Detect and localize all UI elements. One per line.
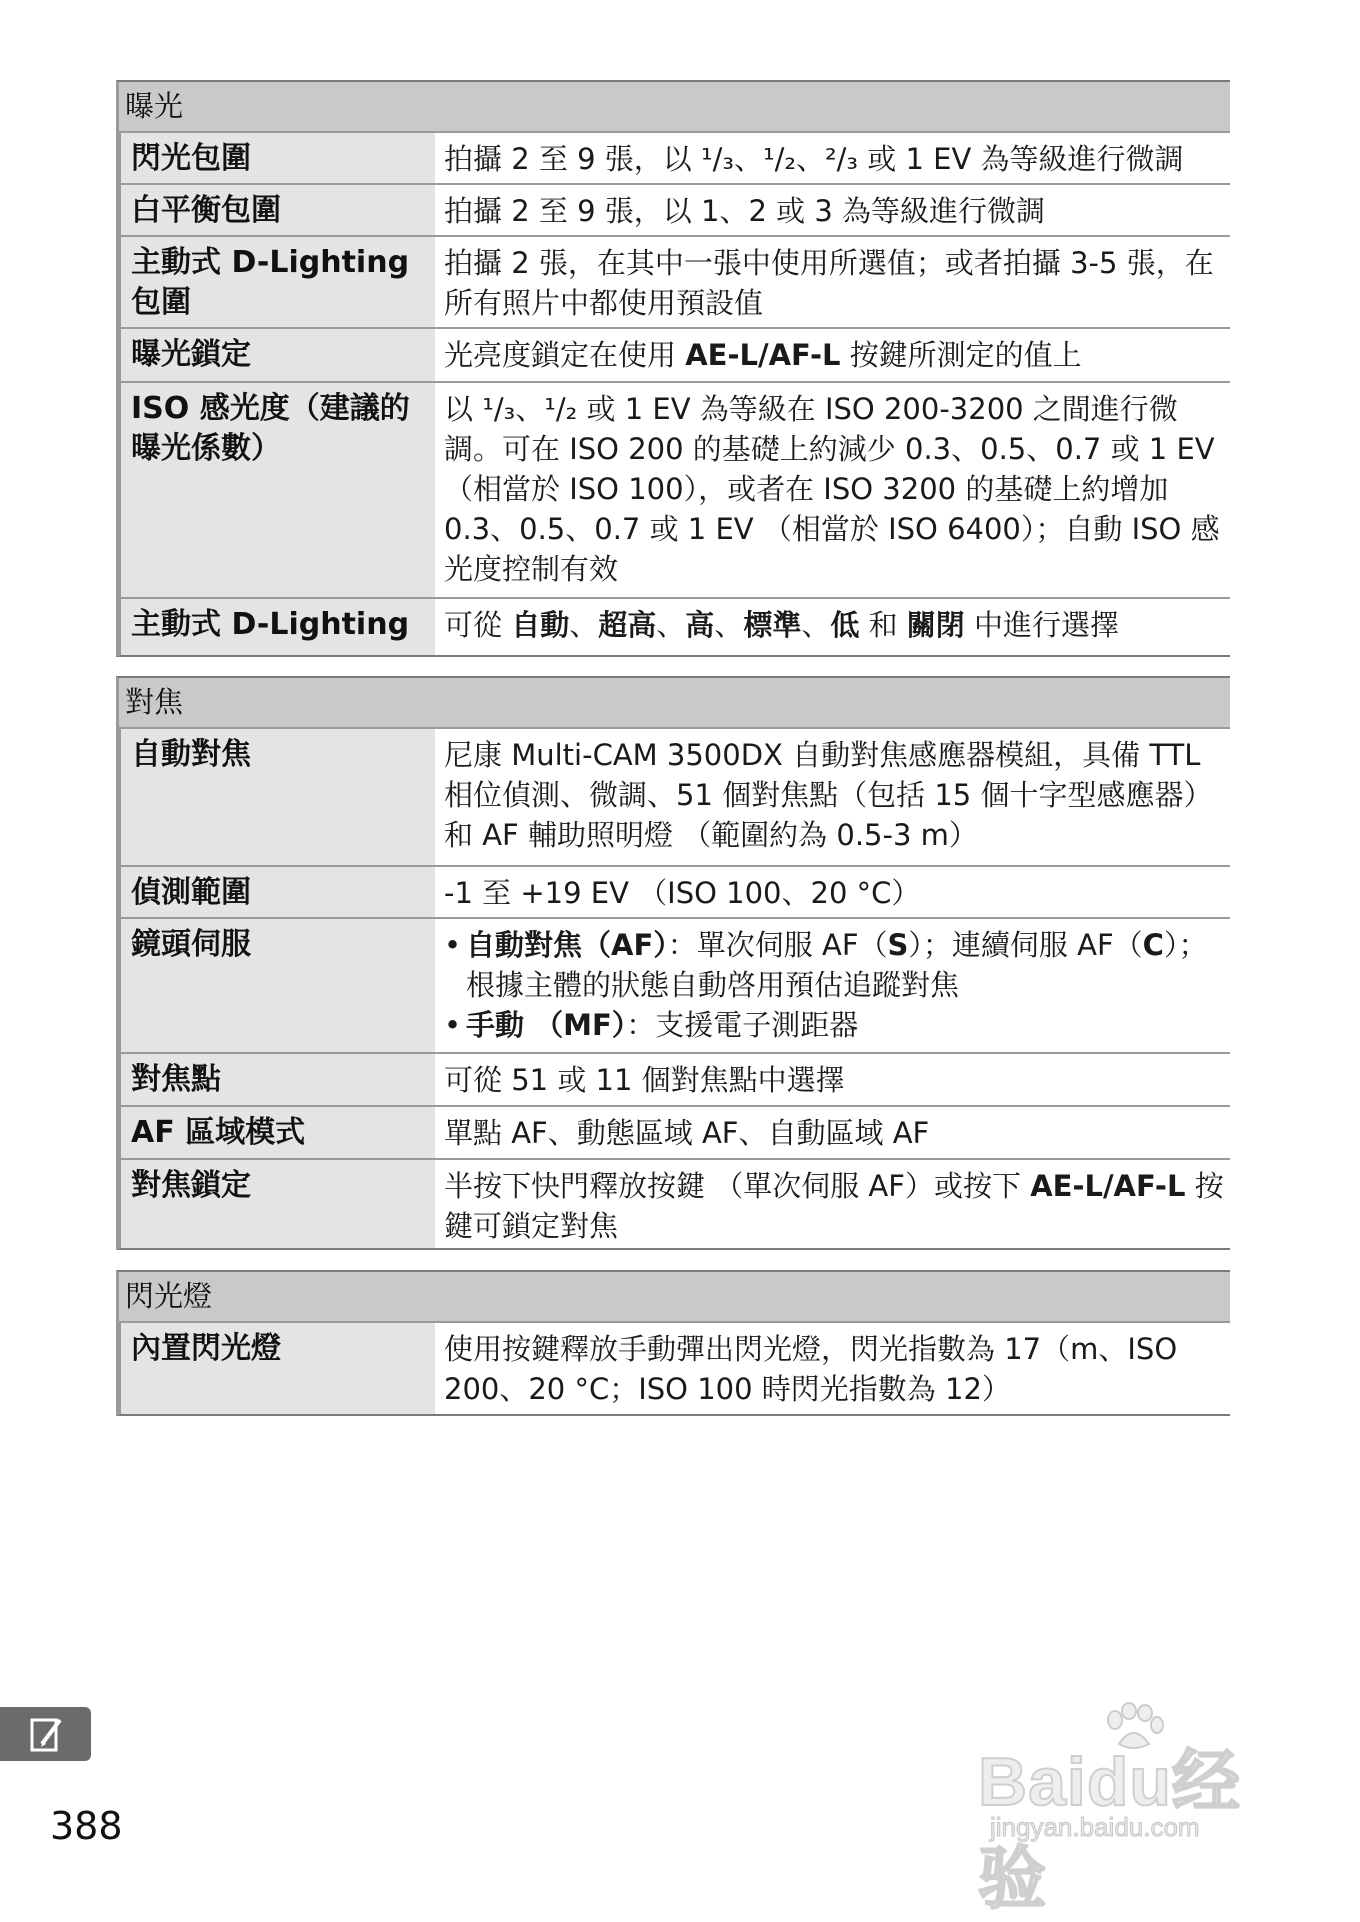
table-row (121, 597, 1230, 655)
watermark-url: jingyan.baidu.com (990, 1812, 1200, 1842)
exposure-section-title: 曝光 (116, 80, 1230, 131)
value-text: 半按下快門釋放按鍵 （單次伺服 AF）或按下 (444, 1169, 1031, 1203)
value-text: 中進行選擇 (964, 608, 1120, 642)
row-label: AF 區域模式 (121, 1107, 435, 1158)
separator: 、 (801, 608, 831, 642)
mode-letter: C (1142, 928, 1164, 962)
value-text: 光亮度鎖定在使用 (444, 338, 686, 372)
row-label: ISO 感光度（建議的曝光係數） (121, 383, 435, 597)
value-text: 按鍵所測定的值上 (840, 338, 1082, 372)
list-item (444, 1005, 1224, 1045)
button-name: AE-L/AF-L (1030, 1169, 1186, 1203)
table-row (121, 131, 1230, 183)
value-text: ：支援電子測距器 (626, 1008, 859, 1042)
row-value: 可從 51 或 11 個對焦點中選擇 (444, 1063, 845, 1097)
table-row (121, 327, 1230, 381)
table-row (121, 1052, 1230, 1105)
row-value: 尼康 Multi-CAM 3500DX 自動對焦感應器模組，具備 TTL 相位偵測、微調、51 個對焦點（包括 15 個十字型感應器）和 AF 輔助照明燈 （範圍約為 0.5-3 m） (444, 738, 1213, 852)
value-text: ：單次伺服 AF（ (667, 928, 888, 962)
option-high: 高 (685, 608, 715, 642)
baidu-watermark (978, 1702, 1308, 1917)
table-row (121, 917, 1230, 1052)
row-label: 偵測範圍 (121, 867, 435, 917)
row-value: 拍攝 2 至 9 張，以 1、2 或 3 為等級進行微調 (444, 194, 1046, 228)
row-label: 主動式 D-Lighting 包圍 (121, 237, 435, 327)
separator: 、 (656, 608, 686, 642)
button-name: AE-L/AF-L (685, 338, 841, 372)
focus-section (116, 676, 1230, 1250)
flash-table (116, 1321, 1230, 1416)
value-text: 可從 (444, 608, 512, 642)
option-low: 低 (830, 608, 860, 642)
row-label: 閃光包圍 (121, 133, 435, 183)
mode-name: 自動對焦（AF） (466, 928, 668, 962)
option-extra-high: 超高 (598, 608, 657, 642)
option-auto: 自動 (511, 608, 570, 642)
table-row (121, 381, 1230, 597)
exposure-table (116, 131, 1230, 657)
option-normal: 標準 (743, 608, 802, 642)
page-number: 388 (50, 1804, 123, 1848)
row-value (435, 329, 1230, 381)
row-value: 單點 AF、動態區域 AF、自動區域 AF (444, 1116, 930, 1150)
table-row (121, 235, 1230, 327)
option-off: 關閉 (906, 608, 965, 642)
table-row (121, 1321, 1230, 1414)
bullet-icon: • (444, 1008, 462, 1042)
flash-section (116, 1270, 1230, 1416)
watermark-brand: Baidu经验 (978, 1744, 1241, 1917)
table-row (121, 865, 1230, 917)
flash-section-title: 閃光燈 (116, 1270, 1230, 1321)
focus-section-title: 對焦 (116, 676, 1230, 727)
row-value (435, 919, 1230, 1052)
separator: 、 (714, 608, 744, 642)
mode-letter: S (887, 928, 909, 962)
row-value: 拍攝 2 至 9 張，以 ¹/₃、¹/₂、²/₃ 或 1 EV 為等級進行微調 (444, 142, 1184, 176)
row-label: 曝光鎖定 (121, 329, 435, 381)
row-label: 對焦點 (121, 1054, 435, 1105)
table-row (121, 183, 1230, 235)
row-value: -1 至 +19 EV （ISO 100、20 °C） (444, 876, 921, 910)
table-row (121, 1158, 1230, 1248)
value-text: ）；根據主體的狀態自動啓用預估追蹤對焦 (466, 928, 1208, 1002)
focus-table (116, 727, 1230, 1250)
connector-text: 和 (859, 608, 907, 642)
row-label: 白平衡包圍 (121, 185, 435, 235)
bullet-icon: • (444, 928, 462, 962)
exposure-section (116, 80, 1230, 657)
notes-pen-icon-glyph (30, 1716, 64, 1752)
table-row (121, 1105, 1230, 1158)
list-item (444, 925, 1224, 1005)
row-label: 主動式 D-Lighting (121, 599, 435, 655)
row-value (435, 1160, 1230, 1248)
row-value (435, 599, 1230, 655)
row-label: 鏡頭伺服 (121, 919, 435, 1052)
table-row (121, 727, 1230, 865)
row-label: 自動對焦 (121, 729, 435, 865)
row-label: 內置閃光燈 (121, 1323, 435, 1414)
value-text: 按鍵可鎖定對焦 (444, 1169, 1224, 1243)
notes-pen-icon (0, 1707, 91, 1761)
mode-name: 手動 （MF） (466, 1008, 627, 1042)
row-value: 以 ¹/₃、¹/₂ 或 1 EV 為等級在 ISO 200-3200 之間進行微調。可在 ISO 200 的基礎上約減少 0.3、0.5、0.7 或 1 EV（相當於 ISO 100），或者在 ISO 3200 的基礎上約增加 0.3、0.5、0.7 或 1 EV （相當於 ISO 6400）；自動 ISO 感光度控制有效 (444, 392, 1220, 586)
row-label: 對焦鎖定 (121, 1160, 435, 1248)
value-text: ）；連續伺服 AF（ (908, 928, 1143, 962)
row-value: 使用按鍵釋放手動彈出閃光燈，閃光指數為 17（m、ISO 200、20 °C；ISO 100 時閃光指數為 12） (444, 1332, 1178, 1406)
separator: 、 (569, 608, 599, 642)
row-value: 拍攝 2 張，在其中一張中使用所選值；或者拍攝 3-5 張，在所有照片中都使用預設值 (444, 246, 1214, 320)
